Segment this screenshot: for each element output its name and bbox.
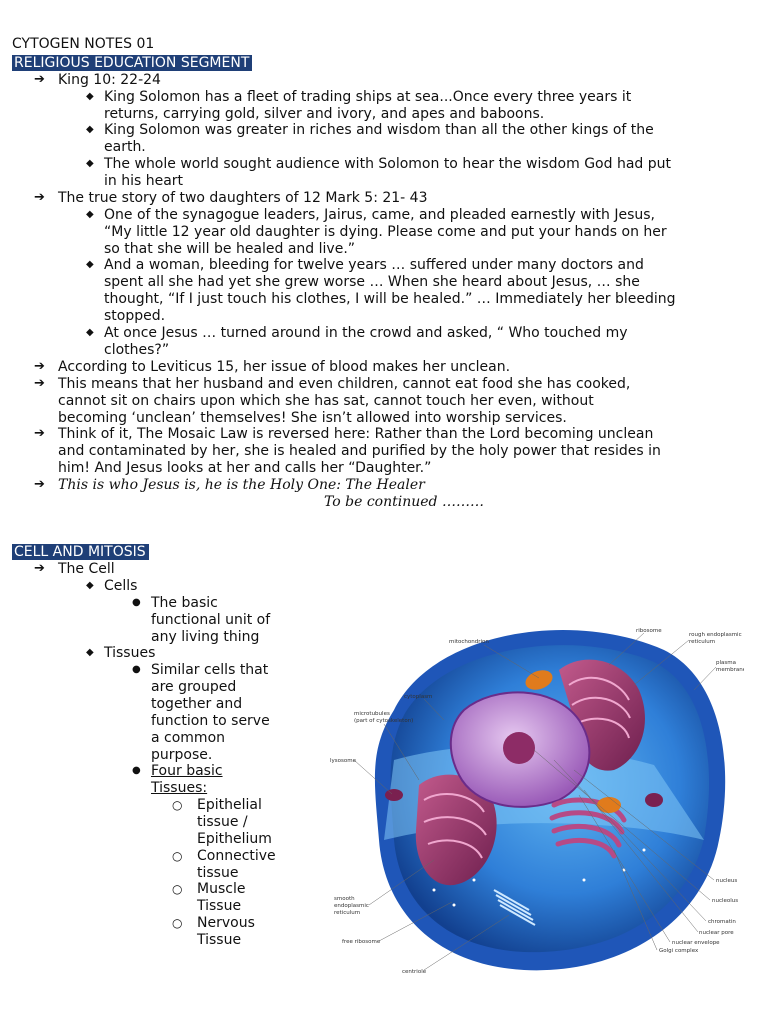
arrow-bullet-icon: ➔ <box>34 72 45 87</box>
label-smooth-er-1: smooth <box>334 896 355 902</box>
tissue-connective-line-1: Connective <box>197 848 276 864</box>
king-bullet-3-line-1: The whole world sought audience with Solomon to hear the wisdom God had put <box>104 156 671 172</box>
tissues-def-line-5: a common <box>151 730 226 746</box>
arrow-bullet-icon: ➔ <box>34 426 45 441</box>
label-nuclear-envelope: nuclear envelope <box>672 940 720 946</box>
label-microtubules-1: microtubules <box>354 711 390 717</box>
document-title: CYTOGEN NOTES 01 <box>12 36 155 52</box>
label-mitochondrion: mitochondrion <box>449 639 489 645</box>
mark-bullet-1-line-2: “My little 12 year old daughter is dying. Please come and put your hands on her <box>104 224 667 240</box>
cells-def-line-3: any living thing <box>151 629 260 645</box>
four-basic-line-1: Four basic <box>151 763 223 779</box>
king-bullet-2-line-1: King Solomon was greater in riches and wisdom than all the other kings of the <box>104 122 654 138</box>
diamond-bullet-icon: ◆ <box>86 580 94 591</box>
diamond-bullet-icon: ◆ <box>86 647 94 658</box>
animal-cell-illustration <box>324 590 744 990</box>
to-be-continued: To be continued ……… <box>324 494 484 510</box>
mark-reference: The true story of two daughters of 12 Mark 5: 21- 43 <box>58 190 428 206</box>
tissue-epithelial-line-1: Epithelial <box>197 797 262 813</box>
tissues-label: Tissues <box>104 645 156 661</box>
dot-bullet-icon: ● <box>132 597 141 608</box>
label-lysosome: lysosome <box>330 758 356 764</box>
king-bullet-1-line-1: King Solomon has a fleet of trading ships at sea...Once every three years it <box>104 89 632 105</box>
diamond-bullet-icon: ◆ <box>86 158 94 169</box>
dot-bullet-icon: ● <box>132 664 141 675</box>
arrow-bullet-icon: ➔ <box>34 561 45 576</box>
mark-bullet-1-line-1: One of the synagogue leaders, Jairus, came, and pleaded earnestly with Jesus, <box>104 207 656 223</box>
section-heading-religious <box>12 55 252 72</box>
circle-bullet-icon: ○ <box>172 882 183 896</box>
circle-bullet-icon: ○ <box>172 849 183 863</box>
king-reference: King 10: 22-24 <box>58 72 161 88</box>
think-line-2: and contaminated by her, she is healed and purified by the holy power that resides in <box>58 443 661 459</box>
think-line-3: him! And Jesus looks at her and calls her “Daughter.” <box>58 460 432 476</box>
label-nucleus: nucleus <box>716 878 738 884</box>
label-nuclear-pore: nuclear pore <box>699 930 734 936</box>
means-line-3: becoming ‘unclean’ themselves! She isn’t allowed into worship services. <box>58 410 567 426</box>
mark-bullet-2-line-2: spent all she had yet she grew worse … When she heard about Jesus, … she <box>104 274 640 290</box>
means-line-1: This means that her husband and even children, cannot eat food she has cooked, <box>58 376 631 392</box>
diamond-bullet-icon: ◆ <box>86 209 94 220</box>
label-smooth-er-3: reticulum <box>334 910 361 916</box>
arrow-bullet-icon: ➔ <box>34 477 45 492</box>
label-rough-er-1: rough endoplasmic <box>689 632 742 638</box>
mark-bullet-3-line-2: clothes?” <box>104 342 170 358</box>
tissues-def-line-2: are grouped <box>151 679 237 695</box>
label-golgi-complex: Golgi complex <box>659 948 699 954</box>
king-bullet-2-line-2: earth. <box>104 139 146 155</box>
arrow-bullet-icon: ➔ <box>34 359 45 374</box>
tissues-def-line-3: together and <box>151 696 243 712</box>
means-line-2: cannot sit on chairs upon which she has sat, cannot touch her even, without <box>58 393 594 409</box>
king-bullet-1-line-2: returns, carrying gold, silver and ivory, and apes and baboons. <box>104 106 545 122</box>
healer-line: This is who Jesus is, he is the Holy One: The Healer <box>58 477 425 493</box>
label-plasma-membrane-2: membrane <box>716 667 744 673</box>
diamond-bullet-icon: ◆ <box>86 327 94 338</box>
tissue-epithelial-line-2: tissue / <box>197 814 248 830</box>
cells-def-line-1: The basic <box>151 595 218 611</box>
diamond-bullet-icon: ◆ <box>86 259 94 270</box>
label-cytoplasm: cytoplasm <box>404 694 433 700</box>
king-bullet-3-line-2: in his heart <box>104 173 184 189</box>
mark-bullet-2-line-3: thought, “If I just touch his clothes, I will be healed.” … Immediately her bleeding <box>104 291 676 307</box>
label-plasma-membrane-1: plasma <box>716 660 736 666</box>
tissue-muscle-line-1: Muscle <box>197 881 246 897</box>
tissues-def-line-4: function to serve <box>151 713 270 729</box>
mark-bullet-1-line-3: so that she will be healed and live.” <box>104 241 356 257</box>
arrow-bullet-icon: ➔ <box>34 376 45 391</box>
mark-bullet-2-line-4: stopped. <box>104 308 166 324</box>
circle-bullet-icon: ○ <box>172 798 183 812</box>
label-chromatin: chromatin <box>708 919 736 925</box>
cells-def-line-2: functional unit of <box>151 612 271 628</box>
tissue-muscle-line-2: Tissue <box>197 898 242 914</box>
label-rough-er-2: reticulum <box>689 639 716 645</box>
tissue-nervous-line-2: Tissue <box>197 932 242 948</box>
mark-bullet-3-line-1: At once Jesus … turned around in the crowd and asked, “ Who touched my <box>104 325 628 341</box>
tissues-def-line-6: purpose. <box>151 747 213 763</box>
label-centriole: centriole <box>402 969 427 975</box>
tissue-connective-line-2: tissue <box>197 865 239 881</box>
diamond-bullet-icon: ◆ <box>86 91 94 102</box>
circle-bullet-icon: ○ <box>172 916 183 930</box>
label-smooth-er-2: endoplasmic <box>334 903 369 909</box>
tissues-def-line-1: Similar cells that <box>151 662 269 678</box>
the-cell-label: The Cell <box>58 561 115 577</box>
think-line-1: Think of it, The Mosaic Law is reversed here: Rather than the Lord becoming unclean <box>58 426 654 442</box>
tissue-nervous-line-1: Nervous <box>197 915 255 931</box>
cells-label: Cells <box>104 578 138 594</box>
four-basic-line-2: Tissues: <box>151 780 208 796</box>
section-heading-cell-text: CELL AND MITOSIS <box>12 544 149 560</box>
label-free-ribosome: free ribosome <box>342 939 381 945</box>
label-ribosome: ribosome <box>636 628 662 634</box>
animal-cell-diagram <box>324 590 744 990</box>
mark-bullet-2-line-1: And a woman, bleeding for twelve years … suffered under many doctors and <box>104 257 644 273</box>
tissue-epithelial-line-3: Epithelium <box>197 831 272 847</box>
dot-bullet-icon: ● <box>132 765 141 776</box>
arrow-bullet-icon: ➔ <box>34 190 45 205</box>
leviticus-line: According to Leviticus 15, her issue of blood makes her unclean. <box>58 359 511 375</box>
label-microtubules-2: (part of cytoskeleton) <box>354 718 414 724</box>
diamond-bullet-icon: ◆ <box>86 124 94 135</box>
section-heading-religious-text: RELIGIOUS EDUCATION SEGMENT <box>12 55 252 71</box>
label-nucleolus: nucleolus <box>712 898 739 904</box>
section-heading-cell <box>12 544 149 561</box>
